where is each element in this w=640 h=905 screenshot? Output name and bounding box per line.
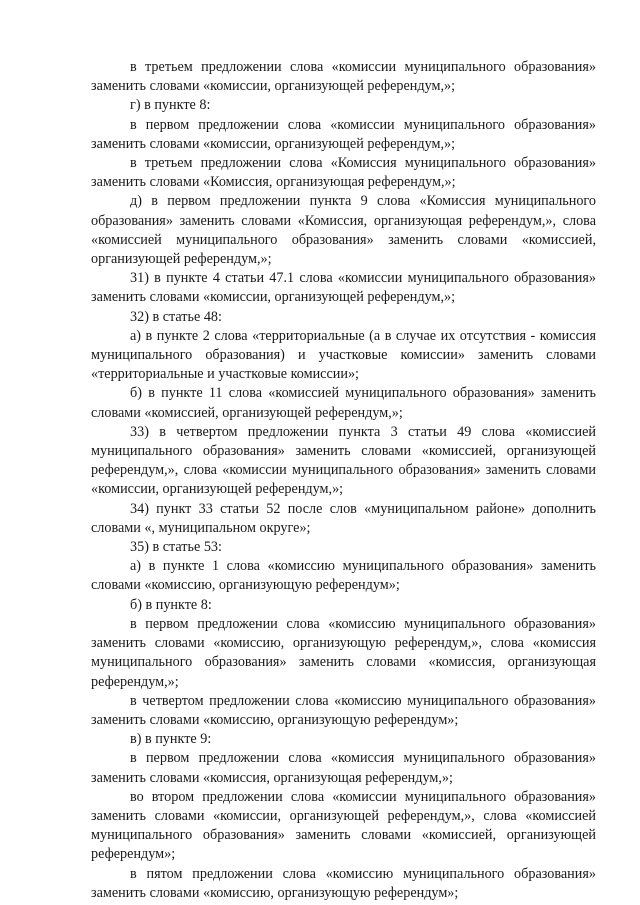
paragraph: 35) в статье 53: xyxy=(130,539,222,556)
paragraph: а) в пункте 2 слова «территориальные (а в случае их отсутствия - комиссия муниципального образования) и участковые комиссии» заменить словами «территориальные и участковые комиссии»; xyxy=(91,327,596,383)
paragraph: г) в пункте 8: xyxy=(130,97,211,114)
paragraph: в пятом предложении слова «комиссию муниципального образования» заменить словами «комиссию, организующую референдум»; xyxy=(91,865,596,901)
paragraph: д) в первом предложении пункта 9 слова «Комиссия муниципального образования» заменить словами «Комиссия, организующая референдум,», слова «комиссией муниципального образования» заменить словами «комиссией, организующей референдум,»; xyxy=(91,193,596,268)
paragraph: в первом предложении слова «комиссии муниципального образования» заменить словами «комиссии, организующей референдум,»; xyxy=(91,116,596,152)
paragraph: в третьем предложении слова «Комиссия муниципального образования» заменить словами «Комиссия, организующая референдум,»; xyxy=(91,155,596,191)
paragraph: 34) пункт 33 статьи 52 после слов «муниципальном районе» дополнить словами «, муниципальном округе»; xyxy=(91,500,596,536)
paragraph: в) в пункте 9: xyxy=(130,731,212,748)
paragraph: б) в пункте 11 слова «комиссией муниципального образования» заменить словами «комиссией, организующей референдум,»; xyxy=(91,385,596,421)
paragraph: в четвертом предложении слова «комиссию муниципального образования» заменить словами «комиссию, организующую референдум»; xyxy=(91,692,596,728)
paragraph: в первом предложении слова «комиссия муниципального образования» заменить словами «комиссия, организующая референдум,»; xyxy=(91,750,596,786)
paragraph: во втором предложении слова «комиссии муниципального образования» заменить словами «комиссии, организующей референдум,», слова «комиссией муниципального образования» заменить словами «комиссией, организующей референдум»; xyxy=(91,788,596,863)
paragraph: в третьем предложении слова «комиссии муниципального образования» заменить словами «комиссии, организующей референдум,»; xyxy=(91,59,596,95)
paragraph: б) в пункте 8: xyxy=(130,596,212,613)
paragraph: в первом предложении слова «комиссию муниципального образования» заменить словами «комиссию, организующую референдум,», слова «комиссия муниципального образования» заменить словами «комиссия, организующая референдум,»; xyxy=(91,615,596,690)
document-body xyxy=(91,58,596,903)
paragraph: 33) в четвертом предложении пункта 3 статьи 49 слова «комиссией муниципального образования» заменить словами «комиссией, организующей референдум,», слова «комиссии муниципального образования» заменить словами «комиссии, организующей референдум,»; xyxy=(91,423,596,498)
paragraph: 32) в статье 48: xyxy=(130,308,222,325)
paragraph: 31) в пункте 4 статьи 47.1 слова «комиссии муниципального образования» заменить словами «комиссии, организующей референдум,»; xyxy=(91,270,596,306)
paragraph: а) в пункте 1 слова «комиссию муниципального образования» заменить словами «комиссию, организующую референдум»; xyxy=(91,558,596,594)
